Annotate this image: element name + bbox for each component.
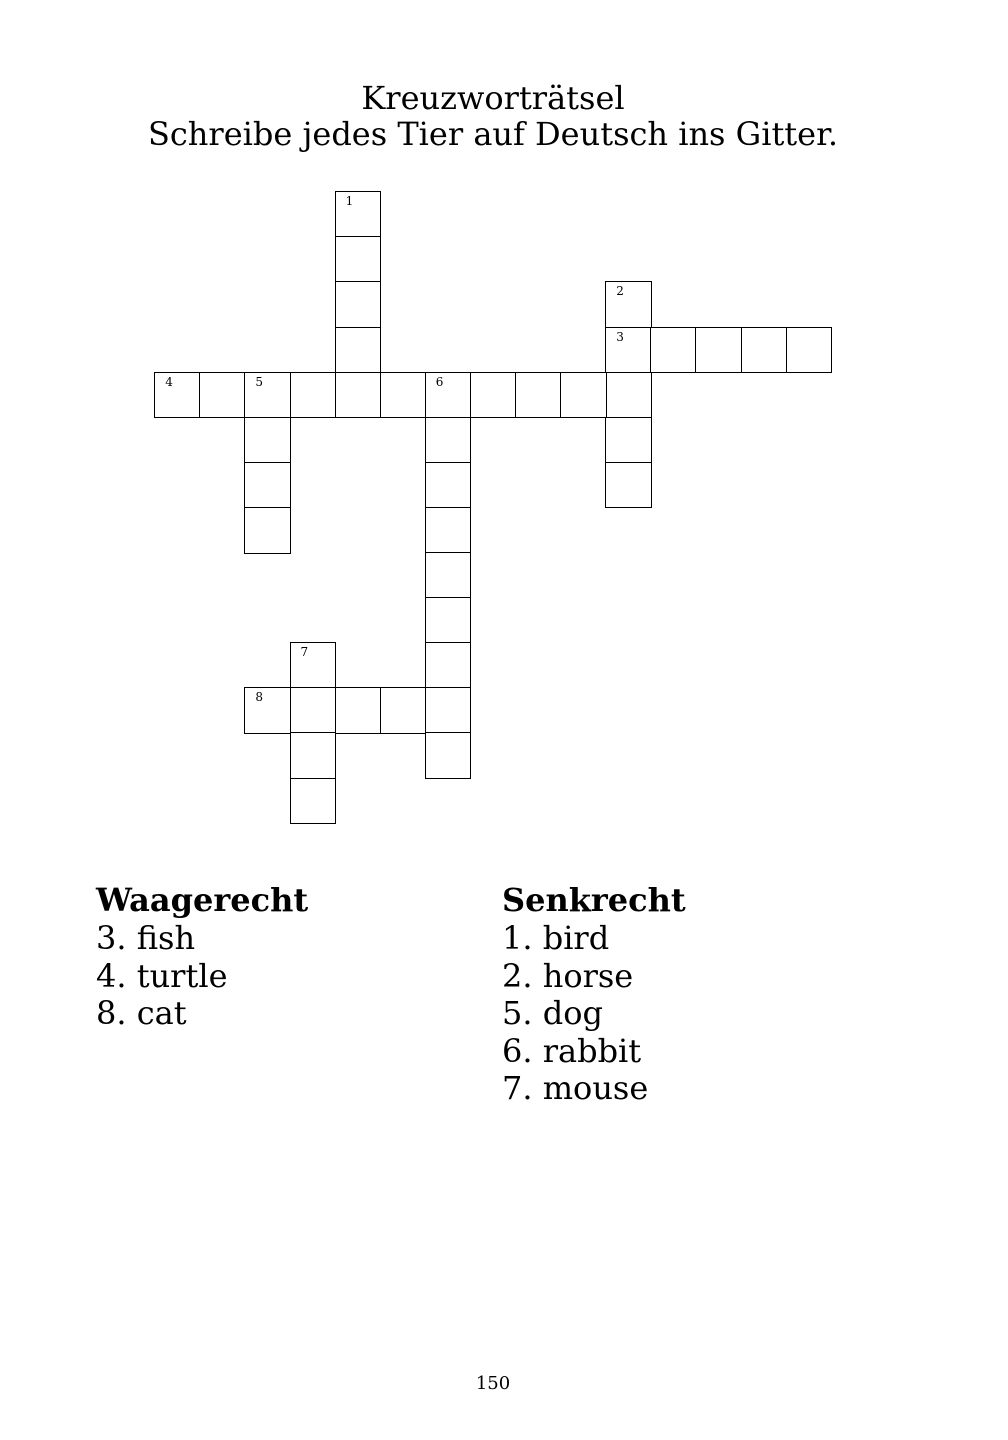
grid-cell[interactable]	[741, 327, 788, 374]
grid-cell[interactable]	[425, 642, 472, 689]
grid-cell[interactable]	[695, 327, 742, 374]
grid-cell[interactable]	[425, 732, 472, 779]
grid-cell[interactable]	[605, 462, 652, 509]
grid-cell[interactable]	[335, 372, 382, 419]
grid-cell[interactable]	[425, 462, 472, 509]
grid-cell[interactable]	[154, 372, 201, 419]
across-clues	[96, 880, 308, 1033]
grid-cell[interactable]	[290, 642, 337, 689]
grid-cell[interactable]	[425, 507, 472, 554]
grid-cell[interactable]	[380, 687, 427, 734]
grid-cell[interactable]	[335, 236, 382, 283]
clue-down-7: 7. mouse	[502, 1069, 649, 1107]
clue-down-1: 1. bird	[502, 919, 610, 957]
clue-number: 6	[435, 374, 444, 389]
clue-number: 2	[616, 284, 624, 299]
grid-cell[interactable]	[425, 552, 472, 599]
clue-down-2: 2. horse	[502, 956, 634, 995]
clue-number: 8	[255, 690, 264, 705]
grid-cell[interactable]	[425, 372, 472, 419]
grid-cell[interactable]	[605, 281, 652, 328]
grid-cell[interactable]	[335, 687, 382, 734]
grid-cell[interactable]	[605, 327, 652, 374]
clue-number: 7	[300, 645, 309, 660]
grid-cell[interactable]	[515, 372, 562, 419]
clue-number: 4	[165, 374, 173, 389]
grid-cell[interactable]	[560, 372, 607, 419]
grid-cell[interactable]	[199, 372, 246, 419]
grid-cell[interactable]	[380, 372, 427, 419]
down-clue-list	[502, 920, 686, 1108]
grid-cell[interactable]	[605, 417, 652, 464]
clue-number: 1	[345, 194, 354, 209]
grid-cell[interactable]	[335, 191, 382, 238]
clue-across-3: 3. fish	[96, 919, 196, 957]
grid-cell[interactable]	[244, 417, 291, 464]
across-heading: Waagerecht	[96, 881, 309, 919]
clue-number: 3	[616, 329, 624, 344]
grid-cell[interactable]	[650, 327, 697, 374]
clue-across-4: 4. turtle	[96, 956, 228, 995]
clue-down-6: 6. rabbit	[502, 1031, 642, 1070]
grid-cell[interactable]	[244, 507, 291, 554]
clue-number: 5	[255, 374, 264, 389]
across-clue-list	[96, 920, 308, 1033]
grid-cell[interactable]	[290, 687, 337, 734]
grid-cell[interactable]	[470, 372, 517, 419]
down-clues	[502, 880, 686, 1108]
grid-cell[interactable]	[290, 732, 337, 779]
clue-across-8: 8. cat	[96, 994, 187, 1032]
instruction-text: Schreibe jedes Tier auf Deutsch ins Gitter.	[147, 115, 839, 153]
clue-down-5: 5. dog	[502, 994, 603, 1032]
page-number: 150	[475, 1373, 511, 1394]
down-heading: Senkrecht	[502, 881, 686, 919]
grid-cell[interactable]	[605, 372, 652, 419]
grid-cell[interactable]	[290, 372, 337, 419]
grid-cell[interactable]	[244, 372, 291, 419]
grid-cell[interactable]	[425, 687, 472, 734]
grid-cell[interactable]	[290, 778, 337, 825]
grid-cell[interactable]	[335, 281, 382, 328]
grid-cell[interactable]	[244, 687, 291, 734]
grid-cell[interactable]	[425, 597, 472, 644]
grid-cell[interactable]	[244, 462, 291, 509]
grid-cell[interactable]	[425, 417, 472, 464]
grid-cell[interactable]	[786, 327, 833, 374]
grid-cell[interactable]	[335, 327, 382, 374]
page-title: Kreuzworträtsel	[361, 79, 625, 117]
